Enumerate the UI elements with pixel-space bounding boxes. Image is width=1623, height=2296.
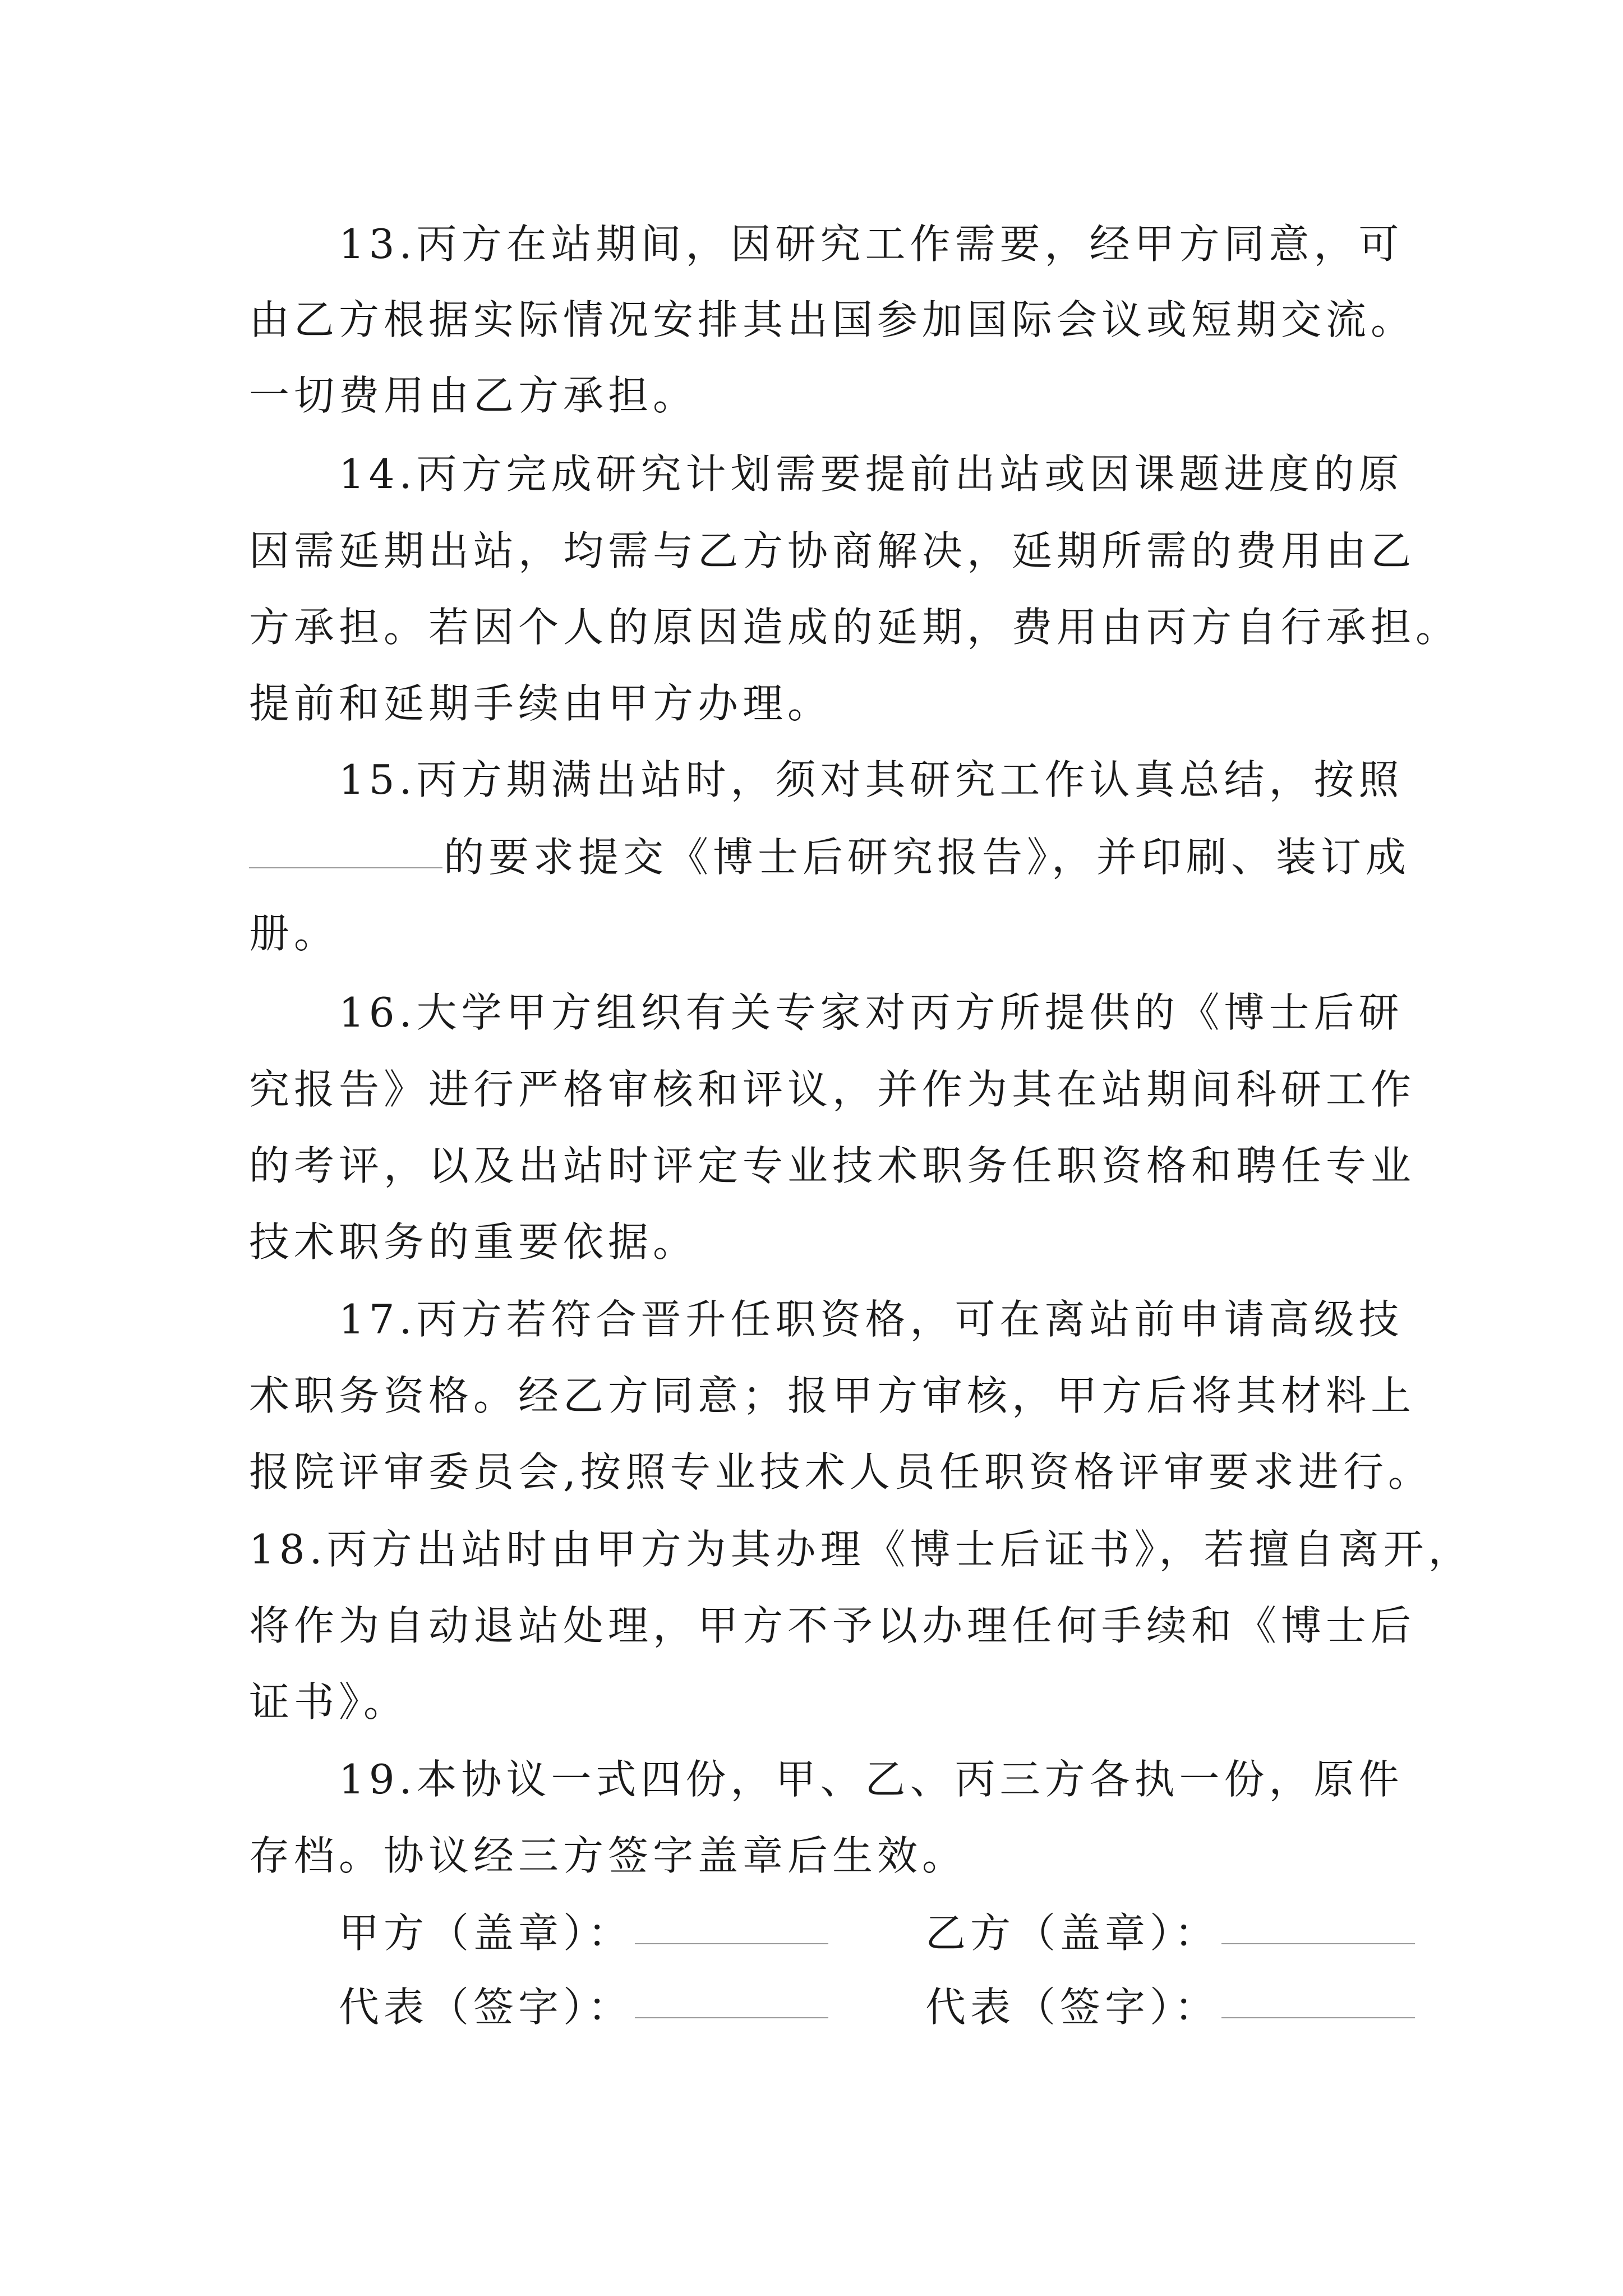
clause-16-line-4: 技术职务的重要依据。 — [249, 1218, 698, 1266]
party-b-rep-label: 代表（签字）： — [925, 1984, 1220, 2031]
clause-14-line-2: 因需延期出站，均需与乙方协商解决，延期所需的费用由乙 — [249, 527, 1416, 574]
clause-14-line-1: 14.丙方完成研究计划需要提前出站或因课题进度的原 — [339, 450, 1404, 498]
clause-18-line-3: 证书》。 — [249, 1678, 409, 1726]
clause-17-line-3: 报院评审委员会,按照专业技术人员任职资格评审要求进行。 — [249, 1448, 1433, 1496]
clause-14-line-3: 方承担。若因个人的原因造成的延期，费用由丙方自行承担。 — [249, 604, 1461, 651]
clause-19-line-1: 19.本协议一式四份，甲、乙、丙三方各执一份，原件 — [339, 1756, 1404, 1803]
party-a-seal-field — [339, 1905, 828, 1961]
clause-19-line-2: 存档。协议经三方签字盖章后生效。 — [249, 1832, 967, 1879]
clause-13-line-1: 13.丙方在站期间，因研究工作需要，经甲方同意，可 — [339, 220, 1404, 268]
party-b-seal-field — [925, 1905, 1415, 1961]
clause-15-line-2 — [249, 829, 1410, 885]
clause-14-line-4: 提前和延期手续由甲方办理。 — [249, 680, 833, 727]
party-b-seal-blank — [1221, 1905, 1415, 1944]
clause-16-line-1: 16.大学甲方组织有关专家对丙方所提供的《博士后研 — [339, 989, 1404, 1036]
clause-16-line-3: 的考评，以及出站时评定专业技术职务任职资格和聘任专业 — [249, 1142, 1416, 1189]
party-a-rep-field — [339, 1979, 828, 2035]
clause-16-line-2: 究报告》进行严格审核和评议，并作为其在站期间科研工作 — [249, 1066, 1416, 1113]
clause-15-line-2-text: 的要求提交《博士后研究报告》，并印刷、装订成 — [444, 834, 1411, 881]
party-a-seal-blank — [635, 1905, 828, 1944]
clause-18-line-1: 18.丙方出站时由甲方为其办理《博士后证书》，若擅自离开， — [249, 1526, 1473, 1573]
party-a-rep-label: 代表（签字）： — [339, 1984, 633, 2031]
party-a-rep-blank — [635, 1979, 828, 2018]
clause-15-line-1: 15.丙方期满出站时，须对其研究工作认真总结，按照 — [339, 756, 1404, 803]
clause-17-line-2: 术职务资格。经乙方同意；报甲方审核，甲方后将其材料上 — [249, 1372, 1416, 1419]
party-b-seal-label: 乙方（盖章）： — [925, 1910, 1220, 1957]
party-b-rep-blank — [1221, 1979, 1415, 2018]
party-b-rep-field — [925, 1979, 1415, 2035]
clause-17-line-1: 17.丙方若符合晋升任职资格，可在离站前申请高级技 — [339, 1296, 1404, 1343]
party-a-seal-label: 甲方（盖章）： — [339, 1910, 633, 1957]
clause-15-blank — [249, 829, 442, 868]
clause-13-line-2: 由乙方根据实际情况安排其出国参加国际会议或短期交流。 — [249, 296, 1416, 343]
clause-15-line-3: 册。 — [249, 910, 339, 957]
clause-13-line-3: 一切费用由乙方承担。 — [249, 372, 698, 419]
clause-18-line-2: 将作为自动退站处理，甲方不予以办理任何手续和《博士后 — [249, 1602, 1416, 1649]
